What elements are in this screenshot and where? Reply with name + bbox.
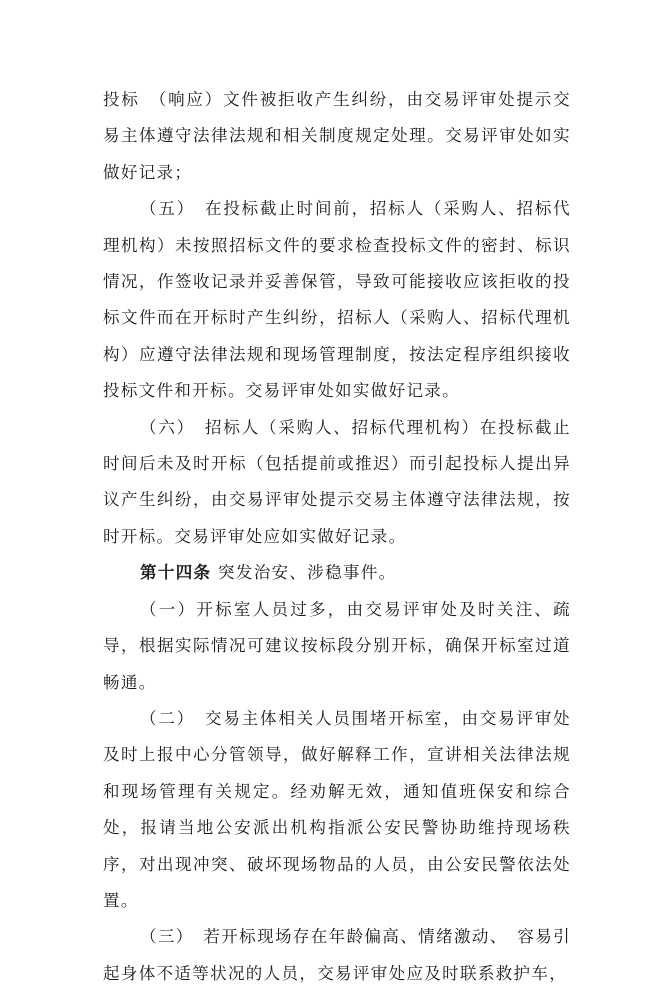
article-14-label: 第十四条 [140, 563, 212, 583]
article-14-title: 突发治安、涉稳事件。 [218, 563, 397, 583]
article-14-item-3: （三） 若开标现场存在年龄偏高、情绪激动、 容易引起身体不适等状况的人员，交易评审处应及时联系救护车， [103, 927, 571, 983]
article-14-heading [103, 555, 571, 591]
paragraph-item-6: （六） 招标人（采购人、招标代理机构）在投标截止时间后未及时开标（包括提前或推迟）而引起投标人提出异议产生纠纷，由交易评审处提示交易主体遵守法律法规，按时开标。交易评审处应如实做好记录。 [103, 417, 571, 546]
article-14-item-2: （二） 交易主体相关人员围堵开标室，由交易评审处及时上报中心分管领导，做好解释工作，宣讲相关法律法规和现场管理有关规定。经劝解无效，通知值班保安和综合处，报请当地公安派出机构指派公安民警协助维持现场秩序，对出现冲突、破坏现场物品的人员，由公安民警依法处置。 [103, 708, 571, 910]
paragraph-item-5: （五） 在投标截止时间前，招标人（采购人、招标代理机构）未按照招标文件的要求检查投标文件的密封、标识情况，作签收记录并妥善保管，导致可能接收应该拒收的投标文件而在开标时产生纠纷，招标人（采购人、招标代理机构）应遵守法律法规和现场管理制度，按法定程序组织接收投标文件和开标。交易评审处如实做好记录。 [103, 199, 571, 401]
paragraph-continuation: 投标 （响应）文件被拒收产生纠纷，由交易评审处提示交易主体遵守法律法规和相关制度规定处理。交易评审处如实做好记录； [103, 90, 571, 182]
document-body [103, 82, 571, 992]
article-14-item-1: （一）开标室人员过多，由交易评审处及时关注、疏导，根据实际情况可建议按标段分别开标，确保开标室过道畅通。 [103, 599, 571, 692]
